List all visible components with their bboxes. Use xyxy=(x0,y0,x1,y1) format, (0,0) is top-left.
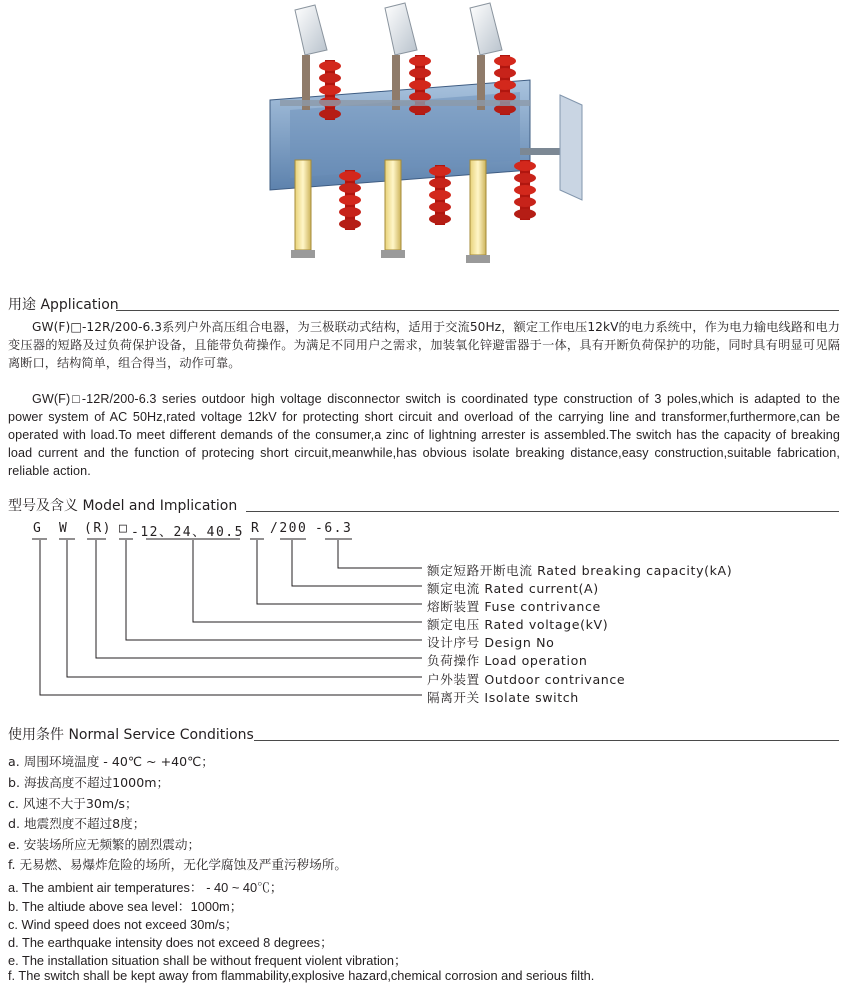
condition-cn-b: b. 海拔高度不超过1000m； xyxy=(8,775,170,790)
condition-cn-e: e. 安装场所应无频繁的剧烈震动； xyxy=(8,837,201,852)
code-fuse: R xyxy=(251,521,261,536)
conditions-divider xyxy=(254,740,839,741)
code-voltages: -12、24、40.5 xyxy=(131,525,244,540)
legend-outdoor-contrivance: 户外装置 Outdoor contrivance xyxy=(427,672,626,687)
condition-en-b: b. The altiude above sea level：1000m； xyxy=(8,899,243,914)
model-heading: 型号及含义 Model and Implication xyxy=(8,498,238,514)
application-text-en-body: GW(F)□-12R/200-6.3 series outdoor high voltage disconnector switch is coordinated type construction of 3 poles,which is adapted to the power system of AC 50Hz,rated voltage 12kV for protecting short circuit and overload of the carrying line and transformer,furthermore,can be operated with load.To meet different demands of the consumer,a zinc of lightning arrester is assembled.The switch has the capacity of breaking load current and the function of protecing short circuit,meanwhile,has obvious isolate breaking distance,easy construction,suitable fabrication, reliable action. xyxy=(8,392,840,478)
code-current: /200 xyxy=(270,521,308,536)
condition-cn-f: f. 无易燃、易爆炸危险的场所，无化学腐蚀及严重污秽场所。 xyxy=(8,857,347,872)
application-text-cn-body: GW(F)□-12R/200-6.3系列户外高压组合电器，为三极联动式结构，适用于交流50Hz，额定工作电压12kV的电力系统中，作为电力输电线路和电力变压器的短路及过负荷保护设备，且能带负荷操作。为满足不同用户之需求，加装氧化锌避雷器于一体，具有开断负荷保护的功能，同时具有明显可见隔离断口，结构简单，组合得当，动作可靠。 xyxy=(8,320,840,370)
application-text-cn xyxy=(8,318,840,372)
application-heading: 用途 Application xyxy=(8,297,119,313)
code-w: W xyxy=(59,521,69,536)
legend-rated-current: 额定电流 Rated current(A) xyxy=(427,581,599,596)
legend-isolate-switch: 隔离开关 Isolate switch xyxy=(427,690,579,705)
code-r: (R) xyxy=(84,521,112,536)
condition-cn-c: c. 风速不大于30m/s； xyxy=(8,796,138,811)
condition-en-e: e. The installation situation shall be without frequent violent vibration； xyxy=(8,953,407,968)
model-divider xyxy=(246,511,839,512)
condition-en-a: a. The ambient air temperatures： - 40 ~ 40℃； xyxy=(8,880,283,895)
conditions-heading: 使用条件 Normal Service Conditions xyxy=(8,727,254,743)
application-divider xyxy=(116,310,839,311)
legend-rated-voltage: 额定电压 Rated voltage(kV) xyxy=(427,617,609,632)
legend-rated-breaking-capacity: 额定短路开断电流 Rated breaking capacity(kA) xyxy=(427,563,733,578)
legend-fuse-contrivance: 熔断装置 Fuse contrivance xyxy=(427,599,601,614)
condition-cn-d: d. 地震烈度不超过8度； xyxy=(8,816,146,831)
legend-load-operation: 负荷操作 Load operation xyxy=(427,653,588,668)
condition-en-d: d. The earthquake intensity does not exceed 8 degrees； xyxy=(8,935,333,950)
application-text-en xyxy=(8,390,840,480)
product-photo xyxy=(230,0,590,280)
condition-en-f: f. The switch shall be kept away from flammability,explosive hazard,chemical corrosion and serious filth. xyxy=(8,968,595,983)
code-design-box: □ xyxy=(119,521,129,536)
condition-en-c: c. Wind speed does not exceed 30m/s； xyxy=(8,917,238,932)
code-g: G xyxy=(33,521,43,536)
condition-cn-a: a. 周围环境温度 - 40℃ ~ +40℃； xyxy=(8,754,214,769)
code-capacity: -6.3 xyxy=(315,521,353,536)
legend-design-no: 设计序号 Design No xyxy=(427,635,555,650)
